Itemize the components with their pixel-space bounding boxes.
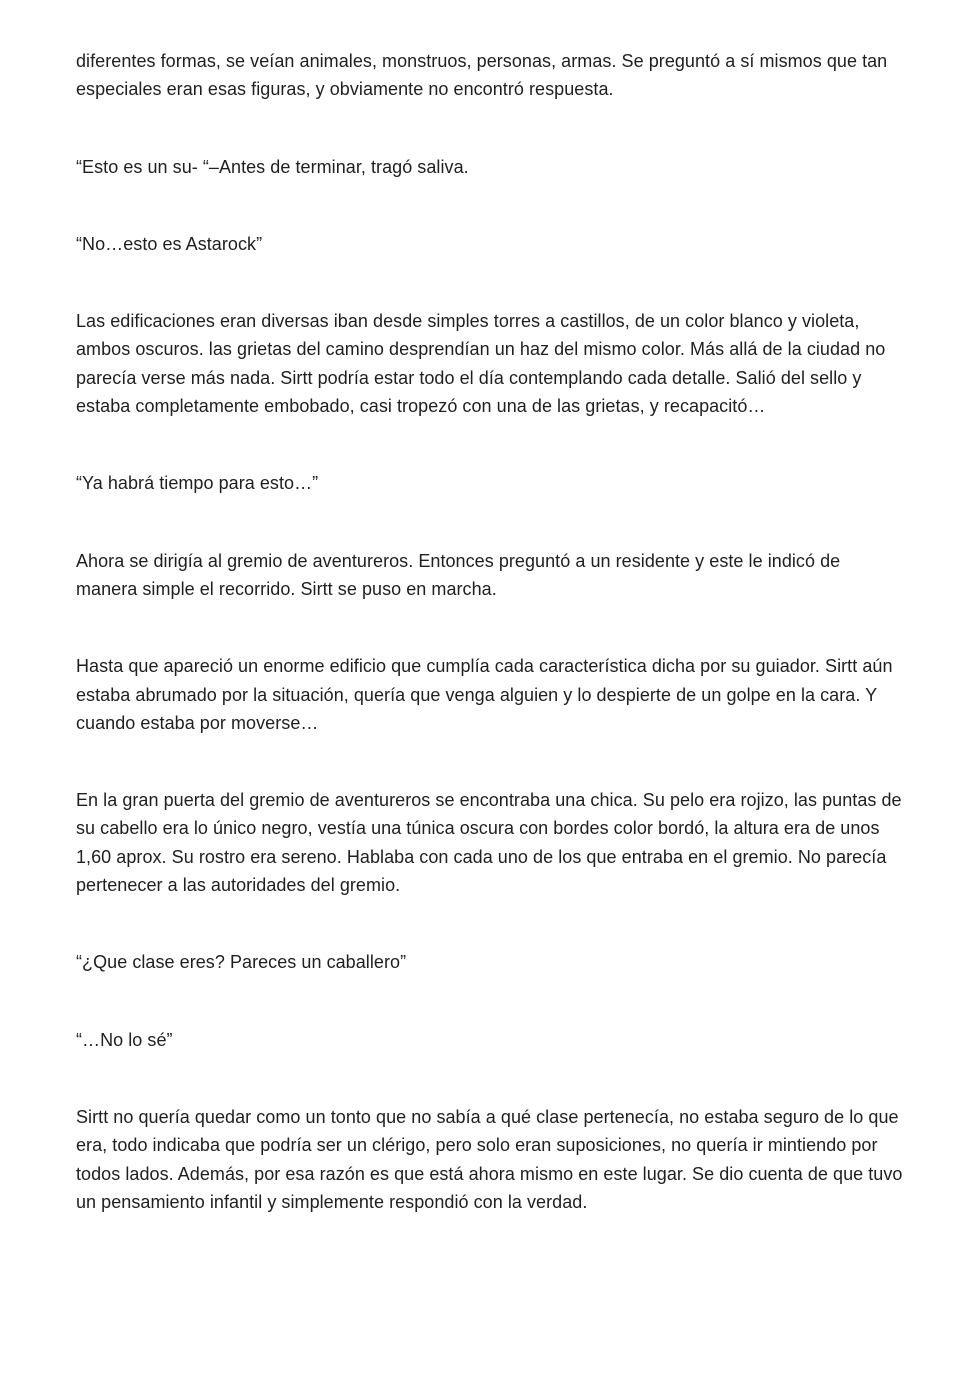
paragraph-3: “No…esto es Astarock” — [76, 233, 263, 254]
paragraph-9: “¿Que clase eres? Pareces un caballero” — [76, 952, 407, 973]
paragraph-8: En la gran puerta del gremio de aventureros se encontraba una chica. Su pelo era rojizo, las puntas de su cabello era lo único negro, vestía una túnica oscura con bordes color bordó, la altura era de unos 1,60 aprox. Su rostro era sereno. Hablaba con cada uno de los que entraba en el gremio. No parecía pertenecer a las autoridades del gremio. — [76, 790, 902, 896]
paragraph-1: diferentes formas, se veían animales, monstruos, personas, armas. Se preguntó a sí mismos que tan especiales eran esas figuras, y obviamente no encontró respuesta. — [76, 51, 888, 100]
paragraph-2: “Esto es un su- “–Antes de terminar, tragó saliva. — [76, 156, 469, 177]
document-page — [76, 47, 906, 1216]
paragraph-11: Sirtt no quería quedar como un tonto que no sabía a qué clase pertenecía, no estaba seguro de lo que era, todo indicaba que podría ser un clérigo, pero solo eran suposiciones, no quería ir mintiendo por todos lados. Además, por esa razón es que está ahora mismo en este lugar. Se dio cuenta de que tuvo un pensamiento infantil y simplemente respondió con la verdad. — [76, 1106, 903, 1212]
paragraph-5: “Ya habrá tiempo para esto…” — [76, 473, 319, 494]
paragraph-7: Hasta que apareció un enorme edificio que cumplía cada característica dicha por su guiador. Sirtt aún estaba abrumado por la situación, quería que venga alguien y lo despierte de un golpe en la cara. Y cuando estaba por moverse… — [76, 656, 893, 733]
paragraph-4: Las edificaciones eran diversas iban desde simples torres a castillos, de un color blanco y violeta, ambos oscuros. las grietas del camino desprendían un haz del mismo color. Más allá de la ciudad no parecía verse más nada. Sirtt podría estar todo el día contemplando cada detalle. Salió del sello y estaba completamente embobado, casi tropezó con una de las grietas, y recapacitó… — [76, 311, 886, 417]
paragraph-10: “…No lo sé” — [76, 1029, 173, 1050]
paragraph-6: Ahora se dirigía al gremio de aventureros. Entonces preguntó a un residente y este le indicó de manera simple el recorrido. Sirtt se puso en marcha. — [76, 550, 841, 599]
